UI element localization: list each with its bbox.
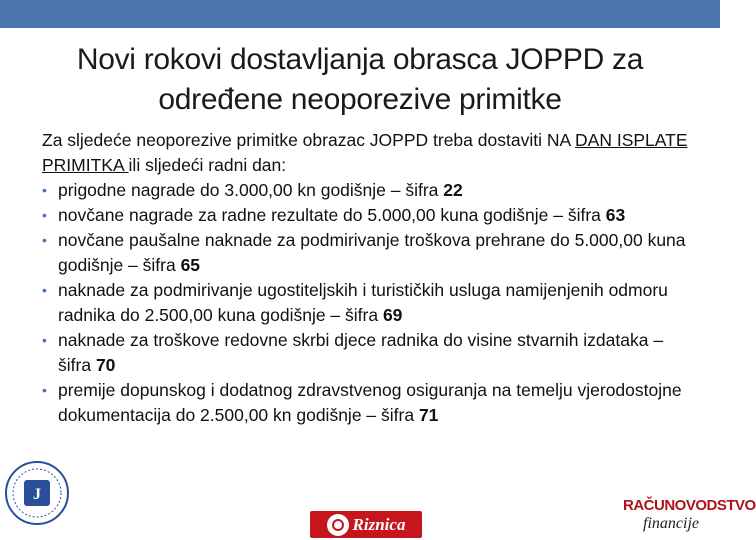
item-code: 71 (418, 405, 439, 425)
item-text: premije dopunskog i dodatnog zdravstvenog osiguranja na temelju vjerodostojne dokumentacija do 2.500,00 kn godišnje – šifra (58, 380, 682, 425)
bullet-icon: • (42, 182, 47, 198)
slide-title (40, 40, 680, 120)
item-text: prigodne nagrade do 3.000,00 kn godišnje – šifra (58, 180, 444, 200)
item-text: novčane paušalne naknade za podmirivanje troškova prehrane do 5.000,00 kuna godišnje – šifra (58, 230, 686, 275)
item-code: 22 (443, 180, 463, 200)
bullet-icon: • (42, 207, 47, 223)
bullet-icon: • (42, 282, 47, 298)
intro-text: Za sljedeće neoporezive primitke obrazac JOPPD treba dostaviti NA (42, 130, 576, 150)
item-code: 63 (605, 205, 626, 225)
item-code: 65 (180, 255, 201, 275)
item-text: naknade za troškove redovne skrbi djece radnika do visine stvarnih izdataka – šifra (58, 330, 664, 375)
rf-logo-top: RAČUNOVODSTVO (623, 497, 756, 514)
intro-underlined-text: DAN ISPLATE PRIMITKA (42, 130, 688, 175)
title-line-2: određene neoporezive primitke (158, 83, 562, 116)
title-line-1: Novi rokovi dostavljanja obrasca JOPPD za (76, 43, 644, 76)
intro-paragraph (42, 128, 692, 178)
riznica-wordmark: Riznica (352, 514, 406, 534)
bullet-list (42, 178, 692, 428)
slide-body (42, 128, 692, 428)
bullet-icon: • (42, 382, 47, 398)
intro-text-end: ili sljedeći radni dan: (128, 155, 287, 175)
item-text: novčane nagrade za radne rezultate do 5.000,00 kuna godišnje – šifra (58, 205, 606, 225)
list-item (42, 278, 692, 328)
rf-logo-bottom: financije (643, 515, 699, 532)
bullet-icon: • (42, 332, 47, 348)
top-color-band (0, 0, 720, 28)
list-item (42, 178, 692, 203)
bullet-icon: • (42, 232, 47, 248)
list-item (42, 203, 692, 228)
list-item (42, 378, 692, 428)
racunovodstvo-financije-logo (623, 497, 756, 539)
item-text: naknade za podmirivanje ugostiteljskih i turističkih usluga namijenjenih odmoru radnika do 2.500,00 kuna godišnje – šifra (58, 280, 668, 325)
item-code: 69 (382, 305, 403, 325)
list-item (42, 328, 692, 378)
institution-seal-icon (4, 460, 70, 526)
svg-text:J: J (33, 486, 41, 503)
list-item (42, 228, 692, 278)
riznica-logo (310, 511, 422, 538)
riznica-emblem-icon (327, 514, 349, 536)
item-code: 70 (95, 355, 116, 375)
